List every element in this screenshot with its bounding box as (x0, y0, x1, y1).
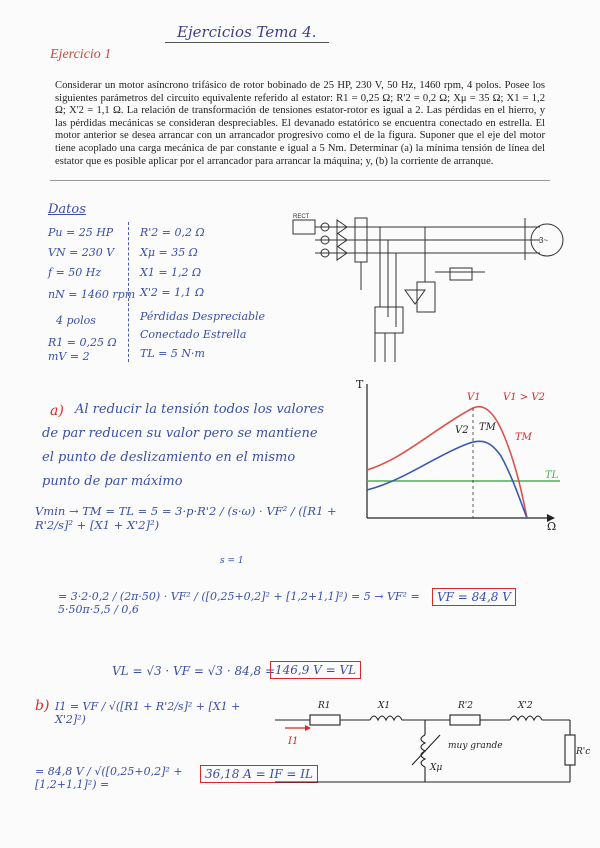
label-tm: TM (479, 422, 496, 433)
label-v1: V1 (467, 392, 481, 403)
resistor-load (565, 735, 575, 765)
datos-right-6: TL = 5 N·m (140, 347, 205, 360)
xmu-variable-arrow (412, 735, 440, 765)
label-xmu: Xμ (430, 763, 443, 773)
separator-line (50, 180, 550, 181)
result-current: 36,18 A = IF = IL (200, 765, 318, 783)
curve-v1 (367, 407, 527, 518)
problem-statement: Considerar un motor asíncrono trifásico de rotor bobinado de 25 HP, 230 V, 50 Hz, 1460 rpm, 4 polos. Posee los siguientes parámetros del circuito equivalente referido al estator: R1 = 0,25 Ω; R'2 = 0,2 Ω; Xμ = 35 Ω; X1 = 1,2 Ω; X'2 = 1,1 Ω. La relación de transformación de tensiones estator-rotor es igual a 2. Las pérdidas en el hierro, y las pérdidas mecánicas se consideran despreciables. El devanado estatórico se encuentra conectado en estrella. El motor anterior se desea arrancar con un arrancador progresivo como el de la figura. Suponer que el eje del motor tiene acoplado una carga mecánica de par constante e igual a 5 Nm. Determinar (a) la mínima tensión de línea del estator que es posible aplicar por el arrancador para arrancar la máquina; y, (b) la corriente de arranque. (55, 80, 545, 167)
label-v2: V2 (455, 425, 469, 436)
datos-right-1: Xμ = 35 Ω (140, 246, 198, 259)
datos-left-3: nN = 1460 rpm (48, 288, 136, 301)
datos-right-3: X'2 = 1,1 Ω (140, 286, 205, 299)
datos-left-6: mV = 2 (48, 350, 90, 363)
part-a-eq3: VL = √3 · VF = √3 · 84,8 = (112, 664, 276, 678)
part-a-line-2: el punto de deslizamiento en el mismo (42, 450, 296, 465)
part-a-line-0: Al reducir la tensión todos los valores (75, 402, 325, 417)
datos-left-5: R1 = 0,25 Ω (48, 336, 117, 349)
x-axis-label: Ω (547, 520, 557, 533)
result-vl: 146,9 V = VL (270, 661, 361, 679)
part-a-line-3: punto de par máximo (42, 474, 183, 489)
label-tm2: TM (515, 432, 532, 443)
rect-label: RECT (293, 214, 310, 220)
datos-right-2: X1 = 1,2 Ω (140, 266, 202, 279)
part-a-line-1: de par reducen su valor pero se mantiene (42, 426, 318, 441)
starter-schematic (285, 212, 570, 372)
result-vf: VF = 84,8 V (432, 588, 516, 606)
part-a-label: a) (50, 403, 64, 419)
resistor-r2 (450, 715, 480, 725)
part-b-label: b) (35, 698, 50, 714)
exercise-label: Ejercicio 1 (50, 47, 112, 62)
inductor-x2 (510, 716, 542, 720)
datos-left-1: VN = 230 V (48, 246, 115, 259)
y-axis-label: T (356, 378, 364, 391)
label-i1: I1 (288, 736, 299, 747)
datos-left-4: 4 polos (56, 314, 96, 327)
part-b-eq1: I1 = VF / √([R1 + R'2/s]² + [X1 + X'2]²) (55, 700, 241, 726)
datos-right-5: Conectado Estrella (140, 328, 247, 341)
label-note: muy grande (448, 741, 503, 751)
equivalent-circuit (270, 690, 590, 800)
inductor-x1 (370, 716, 402, 720)
curve-v2 (367, 441, 527, 518)
label-r1: R1 (318, 701, 331, 711)
datos-left-0: Pu = 25 HP (48, 226, 114, 239)
datos-right-0: R'2 = 0,2 Ω (140, 226, 205, 239)
label-r2: R'2 (458, 701, 473, 711)
datos-right-4: Pérdidas Despreciable (140, 310, 266, 323)
datos-left-2: f = 50 Hz (48, 266, 102, 279)
motor-label: 3~ (539, 236, 549, 245)
label-x2: X'2 (518, 701, 533, 711)
label-x1: X1 (378, 701, 391, 711)
current-arrow-head (305, 725, 311, 731)
page-title: Ejercicios Tema 4. (165, 23, 329, 43)
resistor-r1 (310, 715, 340, 725)
rect-block (293, 220, 315, 234)
slip-note: s = 1 (220, 556, 244, 566)
part-a-eq2: = 3·2·0,2 / (2π·50) · VF² / ([0,25+0,2]² + [1,2+1,1]²) = 5 → VF² = 5·50π·5,5 / 0,6 (58, 590, 420, 616)
torque-speed-graph (355, 378, 565, 538)
datos-title: Datos (48, 202, 86, 217)
part-b-eq2: = 84,8 V / √([0,25+0,2]² + [1,2+1,1]²) = (35, 765, 183, 791)
label-tl: TL (545, 470, 559, 481)
part-a-eq1: Vmin → TM = TL = 5 = 3·p·R'2 / (s·ω) · VF² / ([R1 + R'2/s]² + [X1 + X'2]²) (35, 504, 337, 532)
label-rload: R'c (576, 747, 590, 757)
legend: V1 > V2 (503, 392, 545, 403)
